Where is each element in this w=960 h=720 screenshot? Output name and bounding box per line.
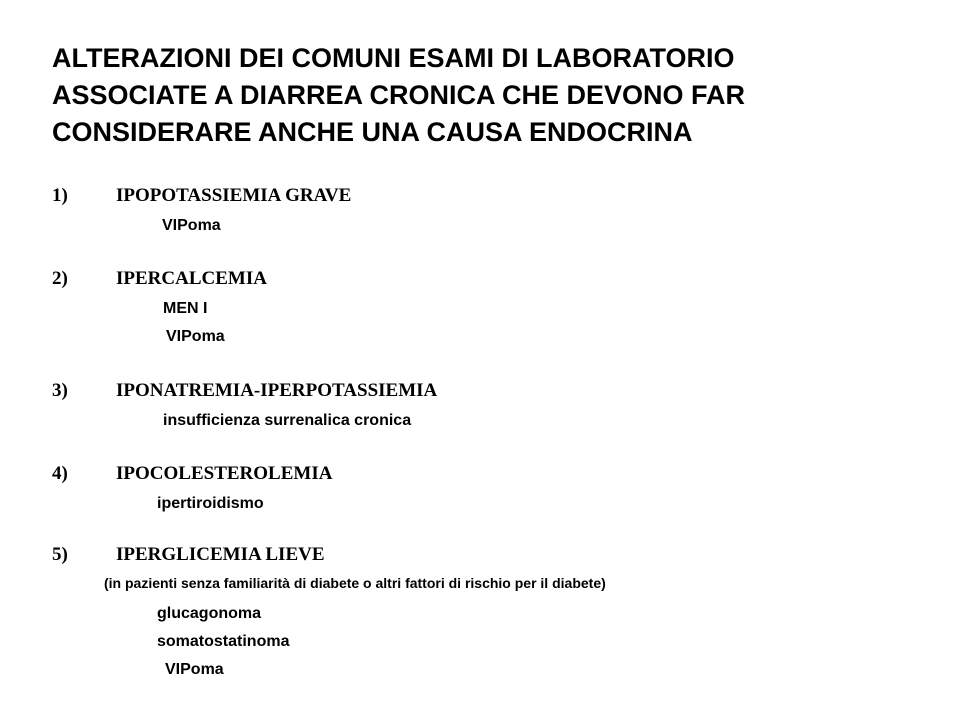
item-cause: VIPoma xyxy=(162,217,221,234)
item-number: 1) xyxy=(52,185,68,206)
item-heading: IPERCALCEMIA xyxy=(116,268,267,289)
item-cause: somatostatinoma xyxy=(157,633,290,650)
item-cause: VIPoma xyxy=(166,328,225,345)
item-cause: VIPoma xyxy=(165,661,224,678)
item-cause: MEN I xyxy=(163,300,208,317)
item-heading: IPOCOLESTEROLEMIA xyxy=(116,463,333,484)
item-cause: glucagonoma xyxy=(157,605,262,622)
item-heading: IPERGLICEMIA LIEVE xyxy=(116,544,325,565)
title-line-1: ALTERAZIONI DEI COMUNI ESAMI DI LABORATORIO xyxy=(52,43,735,73)
item-number: 3) xyxy=(52,380,68,401)
item-cause: insufficienza surrenalica cronica xyxy=(163,412,412,429)
item-number: 2) xyxy=(52,268,68,289)
item-heading: IPOPOTASSIEMIA GRAVE xyxy=(116,185,352,206)
item-number: 5) xyxy=(52,544,68,565)
slide-title xyxy=(52,40,932,151)
item-heading: IPONATREMIA-IPERPOTASSIEMIA xyxy=(116,380,438,401)
title-line-2: ASSOCIATE A DIARREA CRONICA CHE DEVONO FAR xyxy=(52,80,746,110)
item-cause: ipertiroidismo xyxy=(157,495,264,512)
item-note: (in pazienti senza familiarità di diabete o altri fattori di rischio per il diabete) xyxy=(104,575,606,591)
item-number: 4) xyxy=(52,463,68,484)
title-line-3: CONSIDERARE ANCHE UNA CAUSA ENDOCRINA xyxy=(52,117,693,147)
